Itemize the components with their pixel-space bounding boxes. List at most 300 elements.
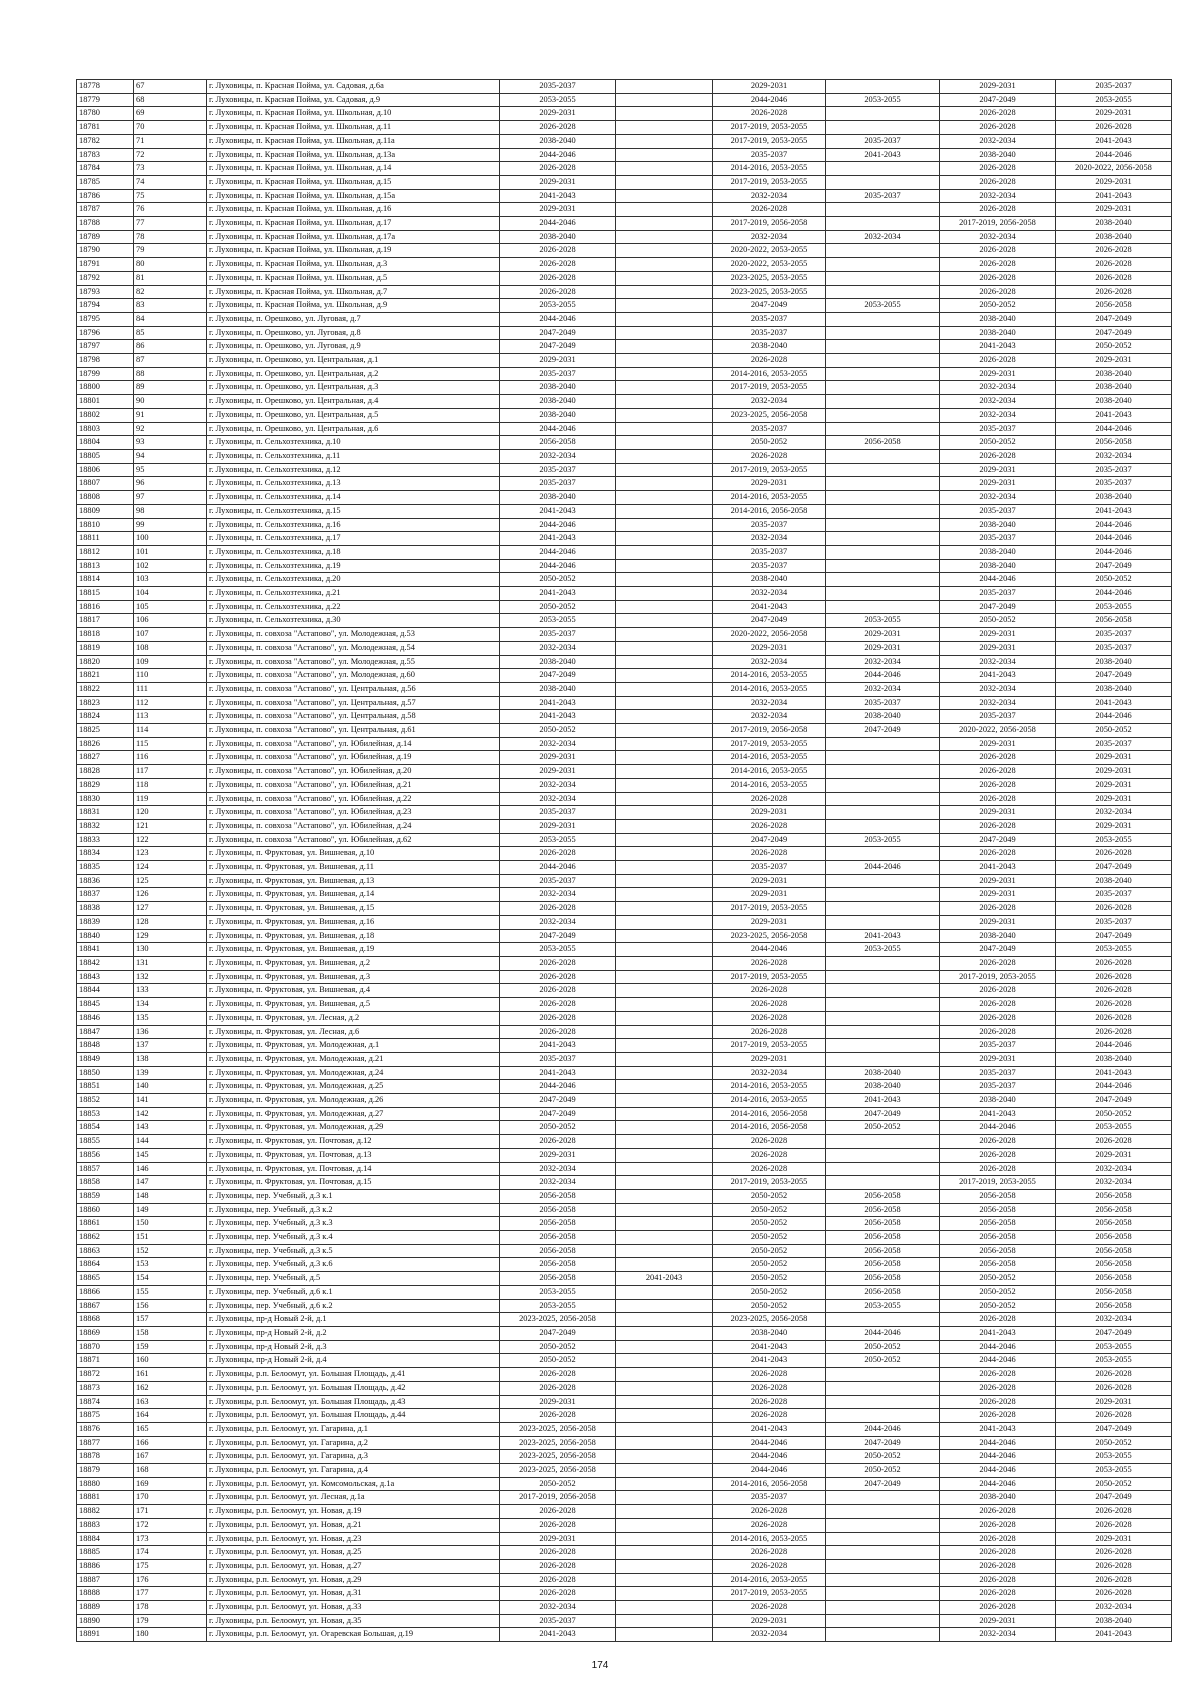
cell-row-number: 180 [134,1628,207,1642]
cell-row-number: 105 [134,600,207,614]
table-row [77,258,1172,272]
cell-row-number: 110 [134,669,207,683]
cell-registry-number: 18783 [77,148,134,162]
cell-period-1: 2041-2043 [500,1628,616,1642]
cell-period-2 [616,134,713,148]
cell-period-3: 2047-2049 [713,614,826,628]
cell-registry-number: 18812 [77,545,134,559]
cell-period-4: 2047-2049 [826,724,940,738]
cell-period-3: 2026-2028 [713,1381,826,1395]
cell-period-6: 2038-2040 [1056,682,1172,696]
cell-period-3: 2023-2025, 2053-2055 [713,271,826,285]
cell-period-5: 2044-2046 [940,1477,1056,1491]
cell-period-4: 2047-2049 [826,1436,940,1450]
cell-period-4: 2038-2040 [826,1066,940,1080]
table-row [77,587,1172,601]
cell-period-4 [826,449,940,463]
cell-row-number: 73 [134,162,207,176]
cell-period-3: 2029-2031 [713,80,826,94]
cell-period-4: 2056-2058 [826,1231,940,1245]
table-row [77,545,1172,559]
cell-period-1: 2047-2049 [500,1326,616,1340]
table-row [77,449,1172,463]
cell-period-6: 2044-2046 [1056,422,1172,436]
cell-period-3: 2038-2040 [713,573,826,587]
cell-address: г. Луховицы, п. Орешково, ул. Центральная, д.3 [207,381,500,395]
cell-period-1: 2047-2049 [500,669,616,683]
cell-period-5: 2038-2040 [940,929,1056,943]
cell-period-5: 2026-2028 [940,1368,1056,1382]
table-row [77,1491,1172,1505]
cell-period-2 [616,504,713,518]
cell-row-number: 155 [134,1285,207,1299]
cell-period-3: 2047-2049 [713,299,826,313]
cell-period-1: 2044-2046 [500,518,616,532]
cell-period-4 [826,1491,940,1505]
cell-period-3: 2026-2028 [713,1135,826,1149]
cell-period-2 [616,943,713,957]
cell-period-5: 2026-2028 [940,792,1056,806]
cell-period-3: 2050-2052 [713,1217,826,1231]
cell-period-6: 2050-2052 [1056,340,1172,354]
cell-address: г. Луховицы, пр-д Новый 2-й, д.2 [207,1326,500,1340]
cell-address: г. Луховицы, п. Сельхозтехника, д.13 [207,477,500,491]
cell-row-number: 166 [134,1436,207,1450]
cell-period-4 [826,1313,940,1327]
cell-address: г. Луховицы, п. совхоза "Астапово", ул. Центральная, д.58 [207,710,500,724]
cell-registry-number: 18826 [77,737,134,751]
cell-registry-number: 18883 [77,1518,134,1532]
schedule-table [76,79,1172,1642]
cell-period-6: 2047-2049 [1056,1326,1172,1340]
cell-address: г. Луховицы, п. Красная Пойма, ул. Школьная, д.16 [207,203,500,217]
cell-period-1: 2050-2052 [500,1340,616,1354]
cell-period-2 [616,532,713,546]
cell-address: г. Луховицы, п. Орешково, ул. Луговая, д.8 [207,326,500,340]
cell-period-1: 2044-2046 [500,217,616,231]
cell-period-2 [616,244,713,258]
cell-period-3: 2017-2019, 2056-2058 [713,724,826,738]
table-row [77,395,1172,409]
cell-registry-number: 18788 [77,217,134,231]
table-row [77,1573,1172,1587]
cell-address: г. Луховицы, п. Орешково, ул. Луговая, д.7 [207,312,500,326]
cell-row-number: 84 [134,312,207,326]
cell-period-3: 2026-2028 [713,1559,826,1573]
cell-registry-number: 18859 [77,1189,134,1203]
cell-period-1: 2056-2058 [500,1258,616,1272]
cell-period-5: 2038-2040 [940,559,1056,573]
cell-period-6: 2044-2046 [1056,532,1172,546]
table-row [77,1518,1172,1532]
cell-period-5: 2056-2058 [940,1258,1056,1272]
cell-period-4 [826,1011,940,1025]
cell-row-number: 148 [134,1189,207,1203]
cell-address: г. Луховицы, р.п. Белоомут, ул. Большая Площадь, д.43 [207,1395,500,1409]
cell-period-5: 2044-2046 [940,1340,1056,1354]
cell-registry-number: 18816 [77,600,134,614]
table-row [77,93,1172,107]
cell-period-2 [616,724,713,738]
cell-registry-number: 18872 [77,1368,134,1382]
table-row [77,326,1172,340]
table-row [77,1217,1172,1231]
cell-registry-number: 18838 [77,902,134,916]
cell-period-3: 2029-2031 [713,888,826,902]
cell-period-5: 2029-2031 [940,915,1056,929]
cell-address: г. Луховицы, р.п. Белоомут, ул. Большая Площадь, д.42 [207,1381,500,1395]
cell-row-number: 92 [134,422,207,436]
cell-period-6: 2038-2040 [1056,655,1172,669]
cell-address: г. Луховицы, р.п. Белоомут, ул. Гагарина, д.4 [207,1464,500,1478]
cell-period-6: 2026-2028 [1056,998,1172,1012]
cell-period-2 [616,1326,713,1340]
cell-period-1: 2050-2052 [500,1121,616,1135]
cell-period-5: 2026-2028 [940,765,1056,779]
cell-row-number: 173 [134,1532,207,1546]
cell-address: г. Луховицы, п. Фруктовая, ул. Молодежная, д.25 [207,1080,500,1094]
cell-row-number: 99 [134,518,207,532]
cell-period-5: 2026-2028 [940,1532,1056,1546]
cell-registry-number: 18835 [77,861,134,875]
cell-period-1: 2050-2052 [500,1477,616,1491]
cell-period-6: 2041-2043 [1056,134,1172,148]
cell-address: г. Луховицы, пер. Учебный, д.3 к.5 [207,1244,500,1258]
cell-registry-number: 18847 [77,1025,134,1039]
cell-period-6: 2041-2043 [1056,696,1172,710]
cell-period-3: 2050-2052 [713,1203,826,1217]
cell-period-3: 2035-2037 [713,861,826,875]
cell-period-2 [616,1354,713,1368]
cell-registry-number: 18814 [77,573,134,587]
cell-row-number: 82 [134,285,207,299]
cell-period-6: 2029-2031 [1056,1395,1172,1409]
table-row [77,121,1172,135]
cell-registry-number: 18802 [77,408,134,422]
cell-period-6: 2035-2037 [1056,737,1172,751]
cell-period-3: 2017-2019, 2053-2055 [713,1176,826,1190]
cell-period-4 [826,491,940,505]
cell-period-2 [616,778,713,792]
cell-period-2 [616,93,713,107]
cell-registry-number: 18808 [77,491,134,505]
cell-registry-number: 18868 [77,1313,134,1327]
cell-period-5: 2035-2037 [940,1039,1056,1053]
cell-period-4 [826,1409,940,1423]
cell-period-4 [826,477,940,491]
cell-period-1: 2038-2040 [500,395,616,409]
cell-registry-number: 18853 [77,1107,134,1121]
cell-address: г. Луховицы, п. Красная Пойма, ул. Школьная, д.17 [207,217,500,231]
cell-period-1: 2041-2043 [500,710,616,724]
cell-address: г. Луховицы, п. совхоза "Астапово", ул. Молодежная, д.55 [207,655,500,669]
table-row [77,285,1172,299]
cell-registry-number: 18820 [77,655,134,669]
table-row [77,1258,1172,1272]
cell-period-4: 2050-2052 [826,1450,940,1464]
cell-period-4 [826,1505,940,1519]
table-row [77,559,1172,573]
table-row [77,463,1172,477]
cell-period-3: 2017-2019, 2053-2055 [713,970,826,984]
table-row [77,1381,1172,1395]
cell-period-5: 2035-2037 [940,1080,1056,1094]
table-row [77,312,1172,326]
cell-registry-number: 18787 [77,203,134,217]
cell-period-3: 2050-2052 [713,1244,826,1258]
cell-period-3: 2014-2016, 2053-2055 [713,1573,826,1587]
cell-address: г. Луховицы, п. Сельхозтехника, д.11 [207,449,500,463]
cell-period-5: 2026-2028 [940,107,1056,121]
cell-period-3: 2014-2016, 2056-2058 [713,504,826,518]
cell-period-5: 2056-2058 [940,1217,1056,1231]
cell-period-3: 2035-2037 [713,518,826,532]
cell-row-number: 70 [134,121,207,135]
cell-period-6: 2041-2043 [1056,1628,1172,1642]
cell-period-4 [826,600,940,614]
cell-period-4 [826,915,940,929]
cell-period-5: 2038-2040 [940,545,1056,559]
cell-period-2 [616,1409,713,1423]
cell-period-1: 2053-2055 [500,614,616,628]
cell-registry-number: 18806 [77,463,134,477]
cell-period-4: 2032-2034 [826,230,940,244]
cell-period-3: 2032-2034 [713,230,826,244]
cell-period-3: 2017-2019, 2053-2055 [713,737,826,751]
cell-period-5: 2044-2046 [940,573,1056,587]
cell-period-6: 2026-2028 [1056,1518,1172,1532]
cell-address: г. Луховицы, п. совхоза "Астапово", ул. Юбилейная, д.62 [207,833,500,847]
cell-period-3: 2041-2043 [713,1422,826,1436]
cell-period-4: 2038-2040 [826,710,940,724]
cell-period-2 [616,600,713,614]
cell-period-1: 2023-2025, 2056-2058 [500,1450,616,1464]
cell-period-5: 2041-2043 [940,861,1056,875]
cell-registry-number: 18823 [77,696,134,710]
cell-registry-number: 18795 [77,312,134,326]
cell-period-3: 2029-2031 [713,874,826,888]
cell-registry-number: 18800 [77,381,134,395]
cell-period-2 [616,957,713,971]
cell-registry-number: 18836 [77,874,134,888]
cell-period-5: 2017-2019, 2053-2055 [940,1176,1056,1190]
cell-address: г. Луховицы, п. Фруктовая, ул. Вишневая, д.11 [207,861,500,875]
cell-period-6: 2035-2037 [1056,915,1172,929]
cell-period-6: 2026-2028 [1056,1587,1172,1601]
page-number: 174 [591,1660,609,1671]
cell-period-3: 2020-2022, 2053-2055 [713,244,826,258]
cell-period-6: 2038-2040 [1056,874,1172,888]
cell-period-1: 2041-2043 [500,504,616,518]
cell-registry-number: 18875 [77,1409,134,1423]
cell-address: г. Луховицы, п. Красная Пойма, ул. Школьная, д.7 [207,285,500,299]
cell-period-5: 2029-2031 [940,1614,1056,1628]
cell-period-2 [616,669,713,683]
cell-period-1: 2032-2034 [500,641,616,655]
cell-period-4 [826,957,940,971]
cell-period-1: 2038-2040 [500,134,616,148]
cell-period-1: 2026-2028 [500,1559,616,1573]
cell-period-3: 2026-2028 [713,203,826,217]
cell-period-2 [616,449,713,463]
cell-period-6: 2056-2058 [1056,1258,1172,1272]
cell-period-4: 2032-2034 [826,682,940,696]
cell-address: г. Луховицы, р.п. Белоомут, ул. Новая, д.33 [207,1601,500,1615]
cell-address: г. Луховицы, п. Сельхозтехника, д.30 [207,614,500,628]
table-row [77,1052,1172,1066]
cell-row-number: 67 [134,80,207,94]
cell-address: г. Луховицы, п. Фруктовая, ул. Почтовая, д.12 [207,1135,500,1149]
table-row [77,408,1172,422]
cell-period-2 [616,902,713,916]
cell-row-number: 138 [134,1052,207,1066]
cell-registry-number: 18891 [77,1628,134,1642]
cell-period-6: 2047-2049 [1056,861,1172,875]
cell-period-2 [616,1559,713,1573]
cell-period-5: 2026-2028 [940,1148,1056,1162]
cell-period-4: 2056-2058 [826,1272,940,1286]
cell-row-number: 117 [134,765,207,779]
cell-period-1: 2026-2028 [500,998,616,1012]
cell-period-5: 2056-2058 [940,1203,1056,1217]
cell-period-4 [826,1148,940,1162]
cell-period-3: 2041-2043 [713,1340,826,1354]
cell-period-4 [826,175,940,189]
cell-row-number: 168 [134,1464,207,1478]
cell-period-2 [616,1422,713,1436]
cell-period-3: 2032-2034 [713,710,826,724]
cell-period-2 [616,1217,713,1231]
cell-row-number: 77 [134,217,207,231]
cell-period-1: 2041-2043 [500,696,616,710]
table-row [77,1546,1172,1560]
cell-registry-number: 18840 [77,929,134,943]
cell-period-1: 2032-2034 [500,449,616,463]
cell-registry-number: 18778 [77,80,134,94]
cell-period-6: 2032-2034 [1056,1176,1172,1190]
cell-registry-number: 18833 [77,833,134,847]
cell-address: г. Луховицы, п. Красная Пойма, ул. Школьная, д.3 [207,258,500,272]
cell-period-2 [616,1121,713,1135]
cell-period-6: 2050-2052 [1056,1436,1172,1450]
cell-period-2 [616,1601,713,1615]
cell-period-5: 2047-2049 [940,93,1056,107]
cell-row-number: 147 [134,1176,207,1190]
cell-address: г. Луховицы, п. совхоза "Астапово", ул. Юбилейная, д.22 [207,792,500,806]
cell-address: г. Луховицы, пр-д Новый 2-й, д.1 [207,1313,500,1327]
cell-period-1: 2026-2028 [500,1587,616,1601]
cell-period-1: 2038-2040 [500,491,616,505]
cell-registry-number: 18861 [77,1217,134,1231]
cell-period-1: 2047-2049 [500,340,616,354]
cell-period-1: 2047-2049 [500,1107,616,1121]
cell-period-2 [616,121,713,135]
cell-row-number: 85 [134,326,207,340]
cell-period-5: 2056-2058 [940,1189,1056,1203]
cell-period-4 [826,107,940,121]
cell-period-3: 2032-2034 [713,1066,826,1080]
cell-period-6: 2050-2052 [1056,1107,1172,1121]
cell-period-6: 2053-2055 [1056,1354,1172,1368]
cell-registry-number: 18858 [77,1176,134,1190]
table-row [77,833,1172,847]
cell-period-4 [826,573,940,587]
cell-period-2 [616,354,713,368]
cell-row-number: 100 [134,532,207,546]
cell-period-6: 2029-2031 [1056,751,1172,765]
cell-period-4 [826,244,940,258]
cell-address: г. Луховицы, п. Фруктовая, ул. Почтовая, д.14 [207,1162,500,1176]
table-row [77,929,1172,943]
cell-period-4 [826,1368,940,1382]
table-row [77,1614,1172,1628]
cell-period-4 [826,1039,940,1053]
cell-period-5: 2038-2040 [940,1094,1056,1108]
cell-period-6: 2038-2040 [1056,1614,1172,1628]
cell-period-5: 2035-2037 [940,587,1056,601]
table-row [77,655,1172,669]
cell-period-6: 2047-2049 [1056,1491,1172,1505]
cell-period-3: 2014-2016, 2053-2055 [713,367,826,381]
cell-period-6: 2029-2031 [1056,792,1172,806]
cell-period-1: 2032-2034 [500,792,616,806]
cell-address: г. Луховицы, п. Красная Пойма, ул. Школьная, д.10 [207,107,500,121]
cell-period-2 [616,312,713,326]
cell-period-3: 2032-2034 [713,395,826,409]
cell-address: г. Луховицы, п. Сельхозтехника, д.14 [207,491,500,505]
cell-address: г. Луховицы, п. Фруктовая, ул. Вишневая, д.4 [207,984,500,998]
cell-period-4: 2056-2058 [826,1217,940,1231]
cell-period-3: 2044-2046 [713,1450,826,1464]
cell-period-1: 2035-2037 [500,367,616,381]
cell-registry-number: 18789 [77,230,134,244]
cell-registry-number: 18819 [77,641,134,655]
cell-registry-number: 18854 [77,1121,134,1135]
cell-address: г. Луховицы, р.п. Белоомут, ул. Новая, д.29 [207,1573,500,1587]
cell-period-5: 2056-2058 [940,1244,1056,1258]
cell-row-number: 121 [134,819,207,833]
cell-period-6: 2053-2055 [1056,600,1172,614]
cell-address: г. Луховицы, п. Красная Пойма, ул. Школьная, д.14 [207,162,500,176]
table-row [77,175,1172,189]
cell-row-number: 143 [134,1121,207,1135]
cell-period-4 [826,80,940,94]
cell-period-1: 2038-2040 [500,230,616,244]
table-row [77,1505,1172,1519]
cell-period-5: 2026-2028 [940,778,1056,792]
cell-address: г. Луховицы, р.п. Белоомут, ул. Гагарина, д.3 [207,1450,500,1464]
cell-registry-number: 18887 [77,1573,134,1587]
cell-period-4 [826,545,940,559]
cell-period-3: 2032-2034 [713,587,826,601]
cell-period-1: 2038-2040 [500,682,616,696]
cell-period-1: 2053-2055 [500,93,616,107]
table-row [77,1628,1172,1642]
cell-period-4 [826,1052,940,1066]
cell-period-4 [826,1532,940,1546]
cell-period-2 [616,710,713,724]
cell-period-2 [616,1436,713,1450]
table-row [77,1409,1172,1423]
cell-period-2 [616,381,713,395]
cell-period-6: 2029-2031 [1056,203,1172,217]
cell-period-2 [616,408,713,422]
cell-period-4: 2035-2037 [826,134,940,148]
cell-period-5: 2041-2043 [940,1107,1056,1121]
cell-period-5: 2026-2028 [940,1505,1056,1519]
cell-address: г. Луховицы, пер. Учебный, д.3 к.1 [207,1189,500,1203]
table-row [77,1107,1172,1121]
